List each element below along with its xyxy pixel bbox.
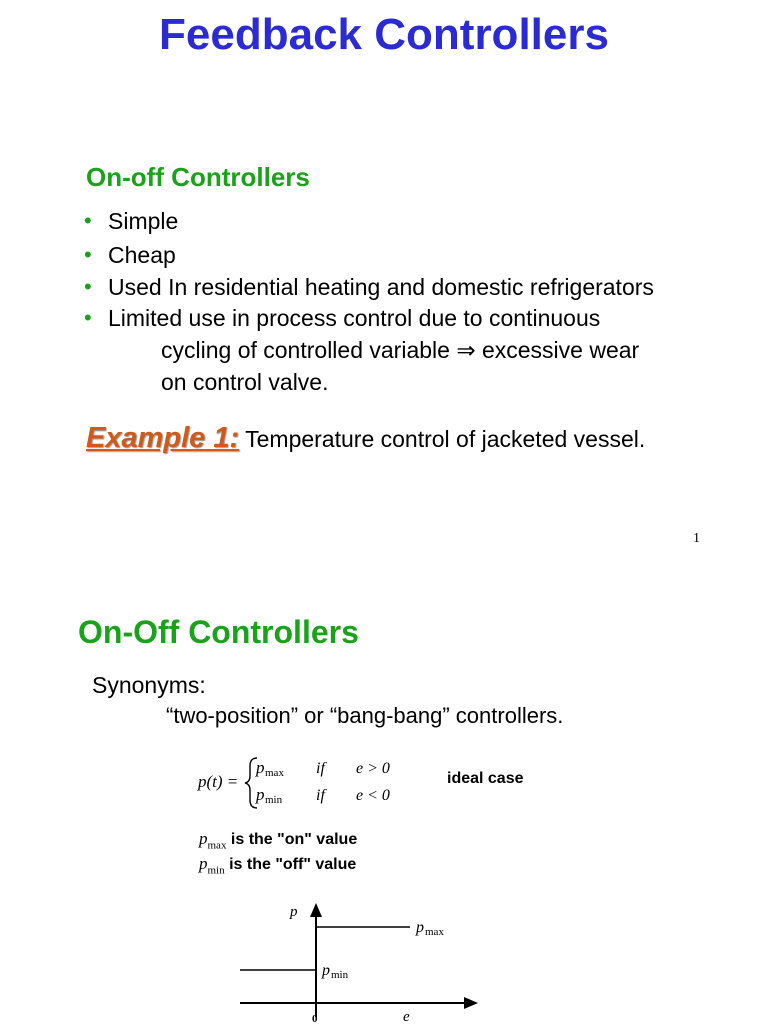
bullet-list — [84, 205, 764, 398]
example-line — [86, 422, 645, 455]
x-axis-label: e — [403, 1009, 410, 1024]
eq-row1-cond: e > 0 — [356, 760, 390, 777]
eq-row2-cond: e < 0 — [356, 787, 390, 804]
bullet-continuation: cycling of controlled variable ⇒ excessive wear — [161, 337, 640, 363]
bullet-dot-icon: • — [84, 208, 92, 233]
pmax-definition: $p_{max}$ is the "on" value — [199, 829, 358, 852]
bullet-dot-icon: • — [84, 305, 92, 330]
bullet-item: • Used In residential heating and domestic refrigerators — [84, 271, 764, 303]
pmin-definition: $p_{min}$ is the "off" value — [199, 854, 357, 877]
bullet-dot-icon: • — [84, 274, 92, 299]
eq-row2-if: if — [316, 787, 325, 804]
section-heading-on-off: On-off Controllers — [86, 162, 310, 192]
graph-pmax-var: p — [416, 919, 424, 936]
example-label: Example 1: — [86, 422, 240, 454]
section-heading-on-off-2: On-Off Controllers — [78, 614, 359, 650]
synonyms-label: Synonyms: — [92, 672, 206, 698]
eq-row2-var: p — [256, 785, 265, 804]
on-off-step-graph — [230, 895, 490, 1024]
pmax-symbol: $p_{max}$ — [199, 829, 227, 852]
eq-row1-if: if — [316, 760, 325, 777]
equation-lhs: p(t) = — [198, 772, 239, 791]
bullet-item: • Simple — [84, 205, 764, 237]
graph-pmax-sub: max — [425, 926, 444, 938]
bullet-continuation: on control valve. — [161, 369, 329, 395]
bullet-dot-icon: • — [84, 242, 92, 267]
page-number: 1 — [693, 531, 700, 546]
eq-row1-var: p — [256, 758, 265, 777]
y-axis-arrow-icon — [310, 903, 322, 917]
x-axis-arrow-icon — [464, 997, 478, 1009]
slide-title: Feedback Controllers — [159, 10, 609, 59]
eq-row1-sub: max — [265, 767, 284, 779]
pmin-symbol: $p_{min}$ — [199, 854, 225, 877]
graph-pmin-sub: min — [331, 969, 349, 981]
eq-row2-sub: min — [265, 794, 283, 806]
graph-pmin-var: p — [322, 962, 330, 979]
bullet-item: • Limited use in process control due to continuous — [84, 302, 764, 334]
example-text: Temperature control of jacketed vessel. — [239, 426, 646, 452]
bullet-item: • Cheap — [84, 239, 764, 271]
y-axis-label: p — [290, 904, 298, 920]
ideal-case-label: ideal case — [447, 770, 524, 787]
synonyms-value: “two-position” or “bang-bang” controllers. — [166, 703, 564, 728]
origin-label: 0 — [312, 1013, 318, 1024]
